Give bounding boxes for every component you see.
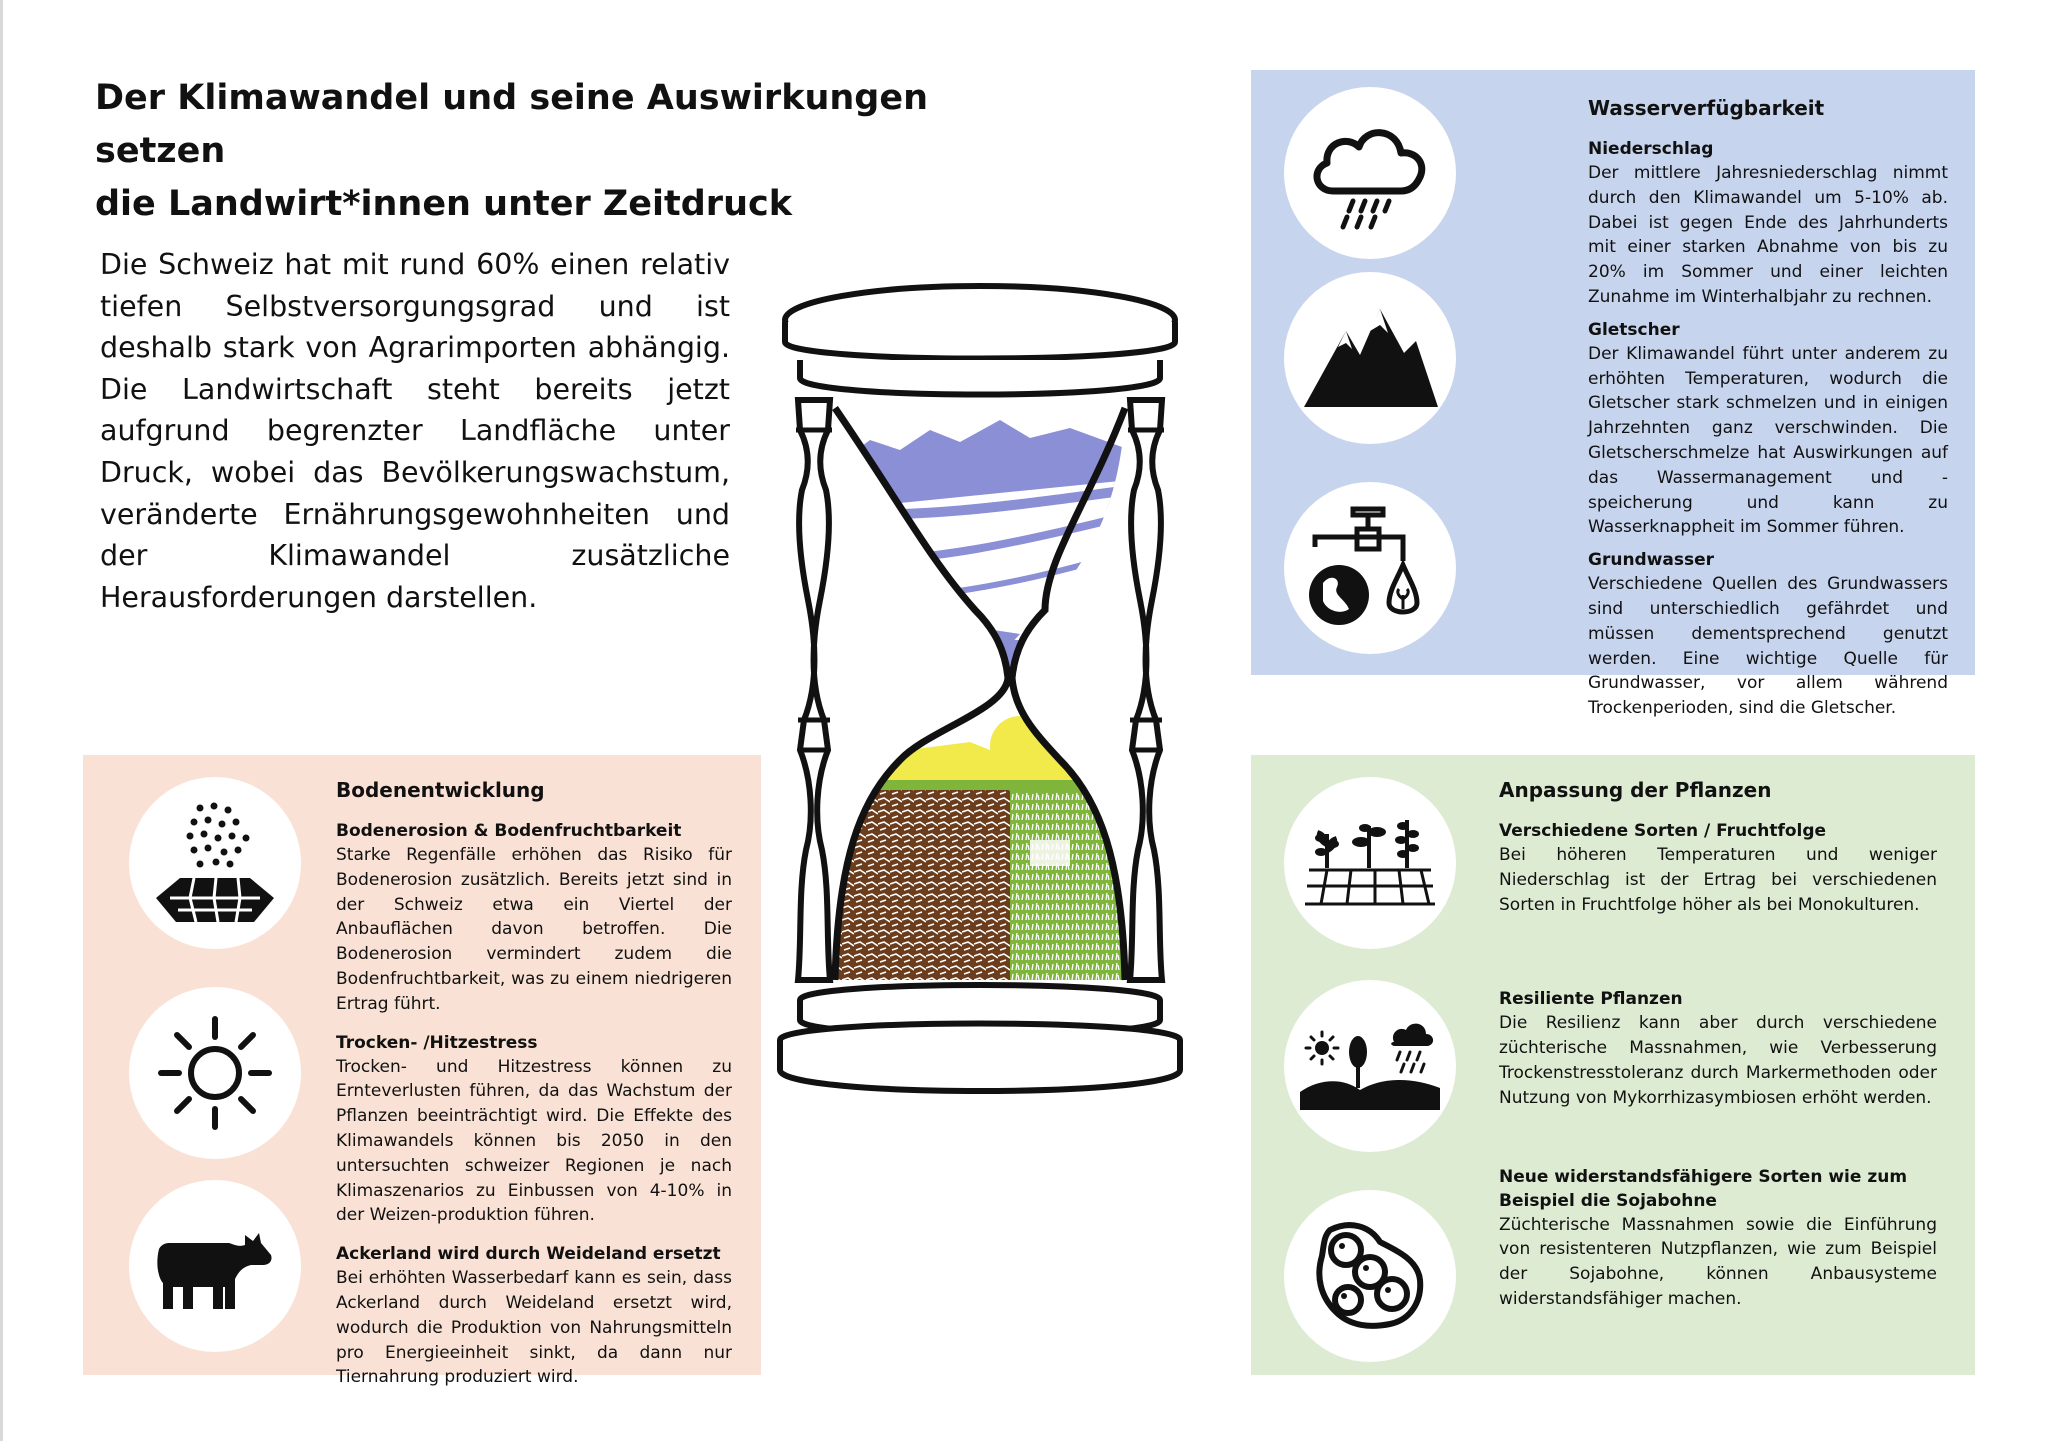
resilient-plants-text: Die Resilienz kann aber durch verschiedene züchterische Massnahmen, wie Verbesserung Trockenstresstoleranz durch Markermethoden oder Nutzung von Mykorrhizasymbiosen erhöht werden. bbox=[1499, 1013, 1937, 1108]
mountain-icon bbox=[1284, 272, 1456, 444]
heat-stress-title: Trocken- /Hitzestress bbox=[336, 1032, 538, 1053]
grundwasser-text: Verschiedene Quellen des Grundwassers sind unterschiedlich gefährdet und müssen dementsprechend genutzt werden. Eine wichtige Quelle für Grundwasser, vor allem während Trockenperioden, sind die Gletscher. bbox=[1588, 574, 1948, 719]
niederschlag-text: Der mittlere Jahresniederschlag nimmt durch den Klimawandel um 5-10% ab. Dabei ist gegen Ende des Jahrhunderts mit einer starken Abnahme von bis zu 20% im Sommer und einer leichten Zunahme im Winterhalbjahr zu rechnen. bbox=[1588, 163, 1948, 307]
landscape-weather-icon bbox=[1284, 980, 1456, 1152]
title-line-1: Der Klimawandel und seine Auswirkungen setzen bbox=[95, 78, 929, 171]
crop-rotation-text: Bei höheren Temperaturen und weniger Niederschlag ist der Ertrag bei verschiedenen Sorten in Fruchtfolge höher als bei Monokulturen. bbox=[1499, 845, 1937, 915]
sun-icon bbox=[129, 987, 301, 1159]
new-varieties-text: Züchterische Massnahmen sowie die Einführung von resistenteren Nutzpflanzen, wie zum Beispiel der Sojabohne, können Anbausysteme widerstandsfähiger machen. bbox=[1499, 1214, 1937, 1309]
soil-text bbox=[336, 777, 732, 1390]
page-edge bbox=[0, 0, 3, 1441]
page-title bbox=[95, 72, 1045, 231]
plants-text bbox=[1499, 777, 1937, 1312]
intro-text: Die Schweiz hat mit rund 60% einen relativ tiefen Selbstversorgungsgrad und ist deshalb stark von Agrarimporten abhängig. Die Landwirtschaft steht bereits jetzt aufgrund begrenzter Landfläche unter Druck, wobei das Bevölkerungswachstum, veränderte Ernährungsgewohnheiten und der Klimawandel zusätzliche Herausforderungen darstellen. bbox=[100, 248, 730, 614]
soil-heading: Bodenentwicklung bbox=[336, 778, 545, 802]
water-text bbox=[1588, 95, 1948, 721]
cow-icon bbox=[129, 1180, 301, 1352]
water-heading: Wasserverfügbarkeit bbox=[1588, 96, 1825, 120]
heat-stress-text: Trocken- und Hitzestress können zu Ernteverlusten führen, da das Wachstum der Pflanzen beeinträchtigt wird. Die Effekte des Klimawandels können bis 2050 in den untersuchten schweizer Regionen je nach Klimaszenarios zu Einbussen von 4-10% in der Weizen-produktion führen. bbox=[336, 1056, 732, 1226]
erosion-title: Bodenerosion & Bodenfruchtbarkeit bbox=[336, 821, 682, 841]
pasture-text: Bei erhöhten Wasserbedarf kann es sein, dass Ackerland durch Weideland ersetzt wird, wodurch die Produktion von Nahrungsmitteln pro Energieeinheit sinkt, da dann nur Tiernahrung produziert wird. bbox=[336, 1268, 732, 1388]
new-varieties-title: Neue widerstandsfähigere Sorten wie zum Beispiel die Sojabohne bbox=[1499, 1166, 1908, 1211]
soil-erosion-icon bbox=[129, 777, 301, 949]
soil-panel bbox=[83, 755, 761, 1388]
gletscher-text: Der Klimawandel führt unter anderem zu erhöhten Temperaturen, wodurch die Gletscher stark schmelzen und in einigen Jahrzehnten ganz verschwinden. Die Gletscherschmelze hat Auswirkungen auf das Wassermanagement und -speicherung und kann zu Wasserknappheit im Sommer führen. bbox=[1588, 343, 1948, 538]
resilient-plants-title: Resiliente Pflanzen bbox=[1499, 989, 1683, 1010]
title-line-2: die Landwirt*innen unter Zeitdruck bbox=[95, 184, 793, 224]
crop-rows-icon bbox=[1284, 777, 1456, 949]
gletscher-title: Gletscher bbox=[1588, 319, 1680, 340]
plants-panel bbox=[1251, 755, 1975, 1375]
hourglass-illustration bbox=[770, 280, 1250, 1140]
water-tap-globe-icon bbox=[1284, 482, 1456, 654]
water-panel bbox=[1251, 70, 1975, 719]
crop-rotation-title: Verschiedene Sorten / Fruchtfolge bbox=[1499, 821, 1827, 841]
pasture-title: Ackerland wird durch Weideland ersetzt bbox=[336, 1244, 721, 1265]
plants-heading: Anpassung der Pflanzen bbox=[1499, 778, 1772, 802]
grundwasser-title: Grundwasser bbox=[1588, 550, 1715, 571]
rain-cloud-icon bbox=[1284, 87, 1456, 259]
erosion-text: Starke Regenfälle erhöhen das Risiko für Bodenerosion zusätzlich. Bereits jetzt sind in der Schweiz etwa ein Viertel der Anbauflächen davon betroffen. Die Bodenerosion vermindert zudem die Bodenfruchtbarkeit, was zu einem niedrigeren Ertrag führt. bbox=[336, 845, 732, 1014]
niederschlag-title: Niederschlag bbox=[1588, 139, 1714, 159]
soybean-icon bbox=[1284, 1190, 1456, 1362]
